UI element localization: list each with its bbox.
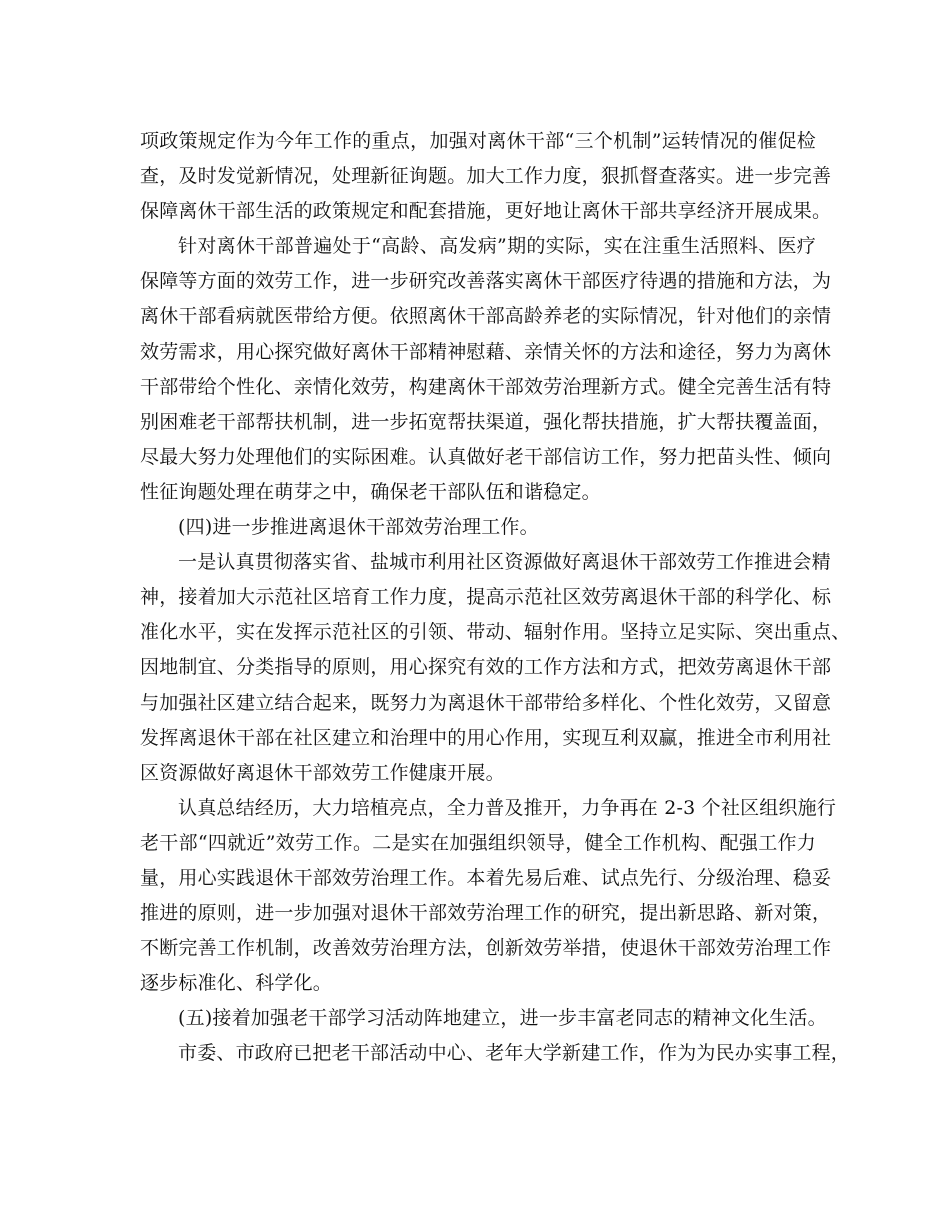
text-line: 保障等方面的效劳工作，进一步研究改善落实离休干部医疗待遇的措施和方法，为 [140,270,832,293]
text-line: 区资源做好离退休干部效劳工作健康开展。 [140,761,505,784]
text-line: 准化水平，实在发挥示范社区的引领、带动、辐射作用。坚持立足实际、突出重点、 [140,621,851,644]
text-line: 认真总结经历，大力培植亮点，全力普及推开，力争再在 2-3 个社区组织施行 [178,796,837,819]
text-line: 性征询题处理在萌芽之中，确保老干部队伍和谐稳定。 [140,480,601,503]
text-line: 老干部“四就近”效劳工作。二是实在加强组织领导，健全工作机构、配强工作力 [140,831,816,854]
text-line: 逐步标准化、科学化。 [140,972,333,995]
text-line: 神，接着加大示范社区培育工作力度，提高示范社区效劳离退休干部的科学化、标 [140,586,832,609]
text-line: 尽最大努力处理他们的实际困难。认真做好老干部信访工作，努力把苗头性、倾向 [140,445,832,468]
document-body [140,124,851,1072]
text-line: 推进的原则，进一步加强对退休干部效劳治理工作的研究，提出新思路、新对策， [140,902,832,925]
text-line: 因地制宜、分类指导的原则，用心探究有效的工作方法和方式，把效劳离退休干部 [140,656,832,679]
text-line: 干部带给个性化、亲情化效劳，构建离休干部效劳治理新方式。健全完善生活有特 [140,375,832,398]
text-line: 项政策规定作为今年工作的重点，加强对离休干部“三个机制”运转情况的催促检 [140,130,816,152]
text-line: 查，及时发觉新情况，处理新征询题。加大工作力度，狠抓督查落实。进一步完善 [140,165,832,188]
text-line: (五)接着加强老干部学习活动阵地建立，进一步丰富老同志的精神文化生活。 [178,1007,827,1030]
text-line: 市委、市政府已把老干部活动中心、老年大学新建工作，作为为民办实事工程， [178,1042,851,1065]
text-line: 针对离休干部普遍处于“高龄、高发病”期的实际，实在注重生活照料、医疗 [178,235,816,258]
text-line: 效劳需求，用心探究做好离休干部精神慰藉、亲情关怀的方法和途径，努力为离休 [140,340,832,363]
text-line: 与加强社区建立结合起来，既努力为离退休干部带给多样化、个性化效劳，又留意 [140,691,832,714]
text-line: 别困难老干部帮扶机制，进一步拓宽帮扶渠道，强化帮扶措施，扩大帮扶覆盖面， [140,410,832,433]
text-line: 保障离休干部生活的政策规定和配套措施，更好地让离休干部共享经济开展成果。 [140,200,832,223]
text-line: 发挥离退休干部在社区建立和治理中的用心作用，实现互利双赢，推进全市利用社 [140,726,832,749]
text-line: (四)进一步推进离退休干部效劳治理工作。 [178,516,539,539]
text-line: 一是认真贯彻落实省、盐城市利用社区资源做好离退休干部效劳工作推进会精 [178,551,831,574]
text-line: 离休干部看病就医带给方便。依照离休干部高龄养老的实际情况，针对他们的亲情 [140,305,832,328]
text-line: 量，用心实践退休干部效劳治理工作。本着先易后难、试点先行、分级治理、稳妥 [140,866,832,889]
text-line: 不断完善工作机制，改善效劳治理方法，创新效劳举措，使退休干部效劳治理工作 [140,937,832,960]
